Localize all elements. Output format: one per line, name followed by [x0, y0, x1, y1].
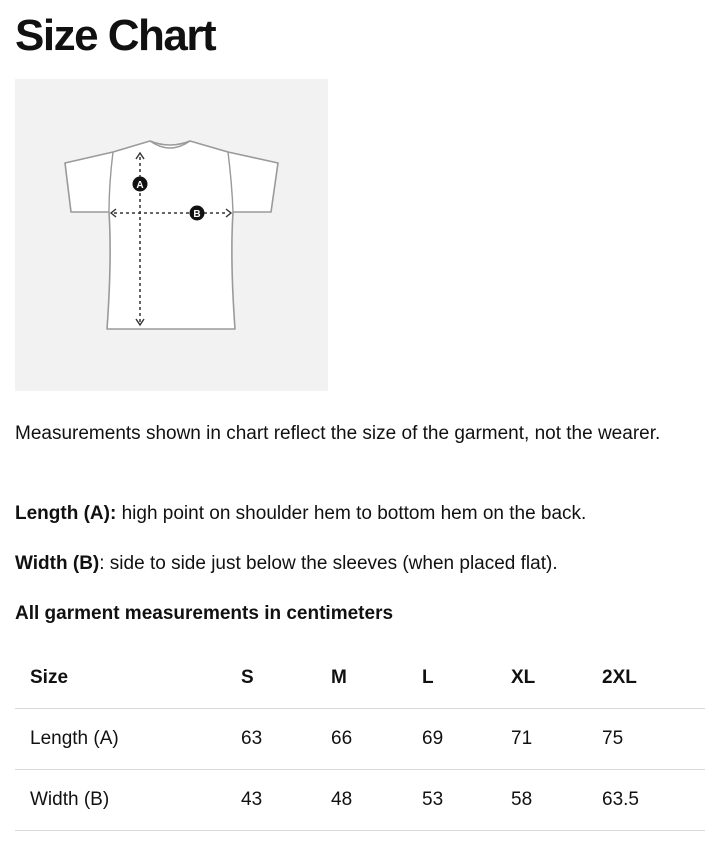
svg-text:B: B	[193, 209, 201, 220]
marker-a	[133, 177, 148, 192]
cell-value: 71	[511, 709, 602, 770]
cell-value: 63.5	[602, 770, 705, 831]
cell-value: 69	[422, 709, 511, 770]
tshirt-icon	[15, 79, 328, 391]
size-table	[15, 648, 705, 831]
length-label: Length (A):	[15, 503, 117, 524]
row-label: Width (B)	[15, 770, 241, 831]
length-description: high point on shoulder hem to bottom hem on the back.	[116, 503, 587, 524]
cell-value: 43	[241, 770, 331, 831]
measurement-disclaimer: Measurements shown in chart reflect the size of the garment, not the wearer.	[15, 423, 661, 444]
table-row-length	[15, 709, 705, 770]
width-description: : side to side just below the sleeves (when placed flat).	[99, 553, 558, 574]
marker-b	[190, 206, 205, 221]
table-header-row	[15, 648, 705, 709]
header-m: M	[331, 648, 422, 709]
units-heading: All garment measurements in centimeters	[15, 603, 394, 624]
svg-text:A: A	[136, 180, 144, 191]
width-label: Width (B)	[15, 553, 100, 574]
row-label: Length (A)	[15, 709, 241, 770]
cell-value: 63	[241, 709, 331, 770]
page-title: Size Chart	[15, 11, 216, 60]
header-size: Size	[15, 648, 241, 709]
header-s: S	[241, 648, 331, 709]
tshirt-diagram	[15, 79, 328, 391]
cell-value: 48	[331, 770, 422, 831]
header-l: L	[422, 648, 511, 709]
cell-value: 66	[331, 709, 422, 770]
header-2xl: 2XL	[602, 648, 705, 709]
table-row-width	[15, 770, 705, 831]
length-definition	[15, 499, 705, 529]
header-xl: XL	[511, 648, 602, 709]
cell-value: 75	[602, 709, 705, 770]
cell-value: 58	[511, 770, 602, 831]
width-definition	[15, 549, 705, 579]
cell-value: 53	[422, 770, 511, 831]
